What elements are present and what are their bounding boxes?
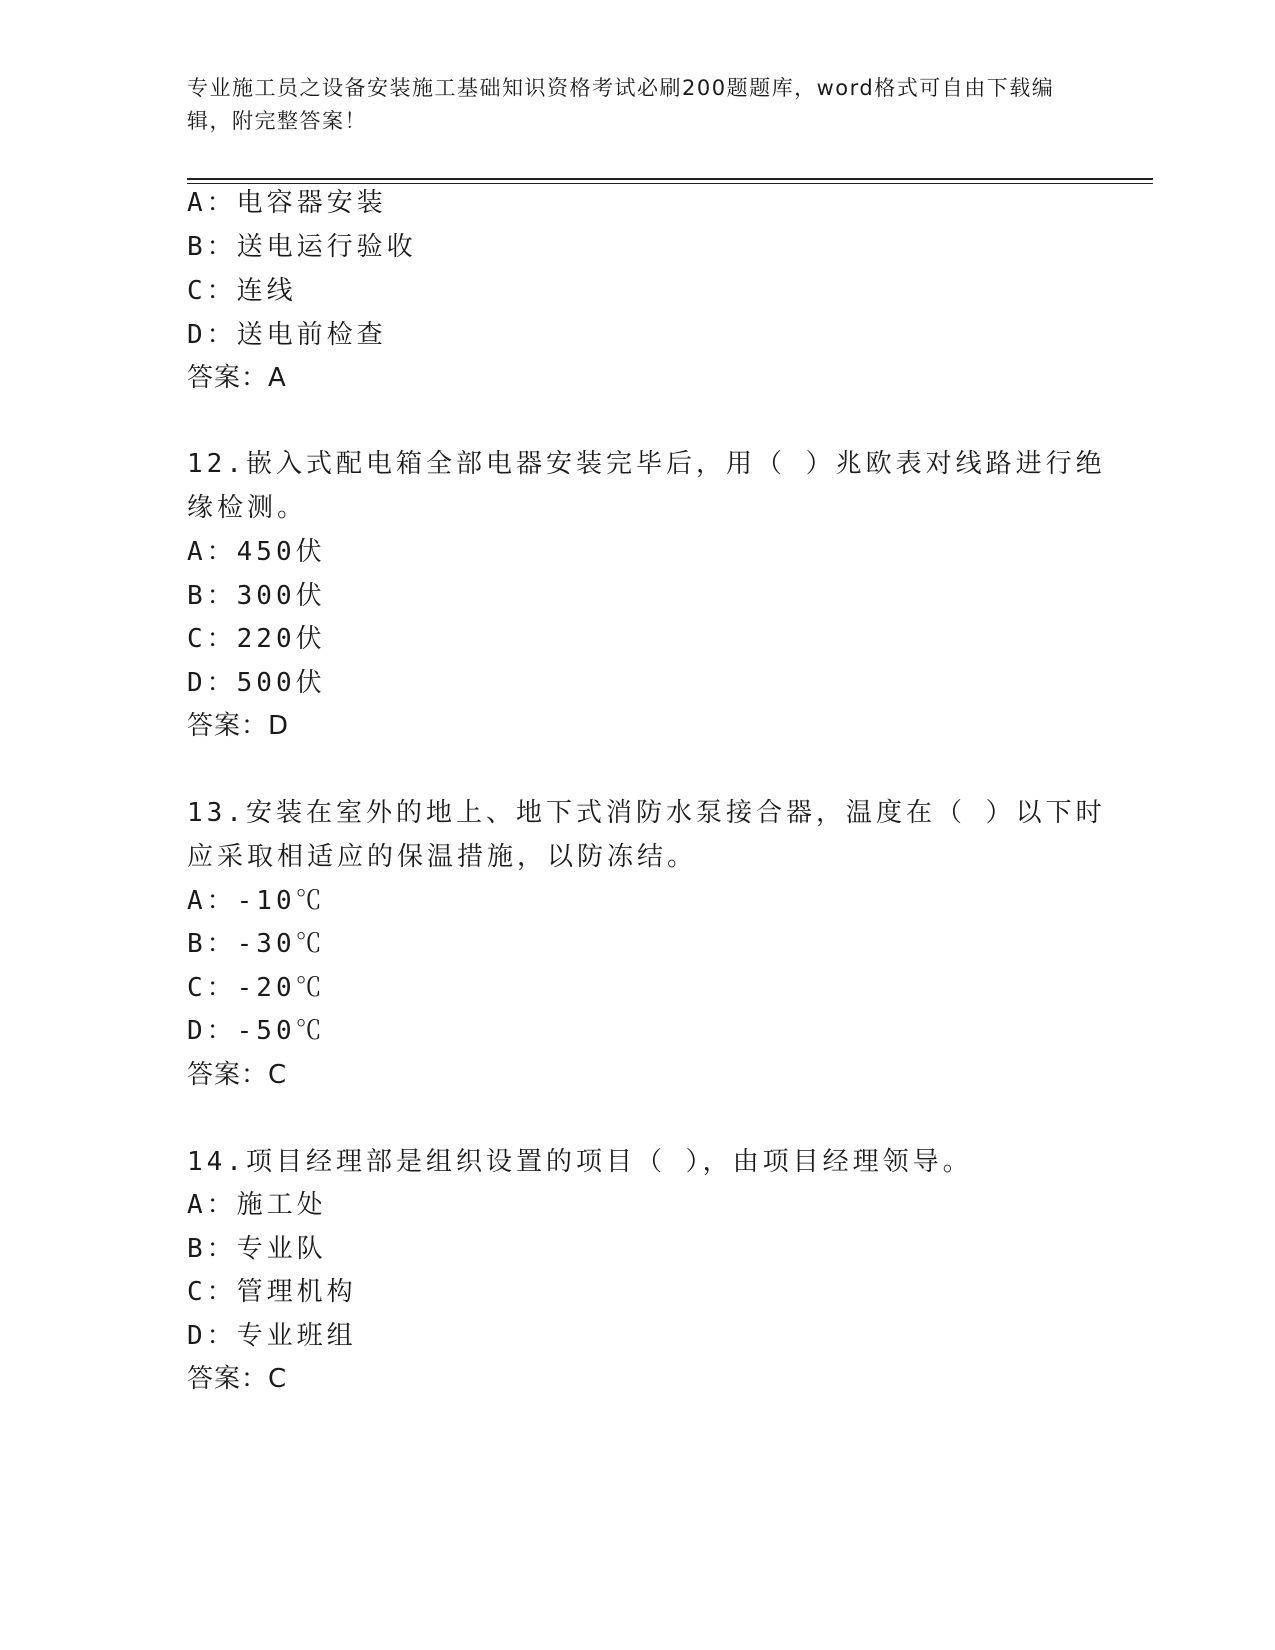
option-d: D：送电前检查 xyxy=(187,320,387,350)
question-14-line-1: 14.项目经理部是组织设置的项目（ ），由项目经理领导。 xyxy=(187,1147,973,1177)
option-c: C：-20℃ xyxy=(187,973,326,1003)
option-d: D：专业班组 xyxy=(187,1321,357,1351)
header-divider-thick xyxy=(187,178,1153,180)
option-a: A：450伏 xyxy=(187,537,326,567)
document-header: 专业施工员之设备安装施工基础知识资格考试必刷200题题库，word格式可自由下载编辑，附完整答案！ xyxy=(187,76,1055,133)
option-c: C：连线 xyxy=(187,276,297,306)
option-b: B：送电运行验收 xyxy=(187,232,417,262)
answer-text: 答案：D xyxy=(187,711,290,741)
option-b: B：300伏 xyxy=(187,581,326,611)
option-d: D：-50℃ xyxy=(187,1016,326,1046)
option-a: A：-10℃ xyxy=(187,886,326,916)
question-12-line-2: 缘检测。 xyxy=(187,493,308,523)
answer-text: 答案：C xyxy=(187,1364,288,1394)
option-a: A：电容器安装 xyxy=(187,188,387,218)
option-c: C：管理机构 xyxy=(187,1277,357,1307)
question-13-line-1: 13.安装在室外的地上、地下式消防水泵接合器，温度在（ ）以下时 xyxy=(187,798,1106,828)
answer-text: 答案：C xyxy=(187,1060,288,1090)
option-b: B：专业队 xyxy=(187,1234,327,1264)
question-13-line-2: 应采取相适应的保温措施，以防冻结。 xyxy=(187,842,698,872)
header-divider-thin xyxy=(187,183,1153,184)
question-12-line-1: 12.嵌入式配电箱全部电器安装完毕后，用（ ）兆欧表对线路进行绝 xyxy=(187,449,1106,479)
option-b: B：-30℃ xyxy=(187,929,326,959)
option-a: A：施工处 xyxy=(187,1190,327,1220)
option-d: D：500伏 xyxy=(187,668,326,698)
option-c: C：220伏 xyxy=(187,624,326,654)
answer-text: 答案：A xyxy=(187,363,287,393)
